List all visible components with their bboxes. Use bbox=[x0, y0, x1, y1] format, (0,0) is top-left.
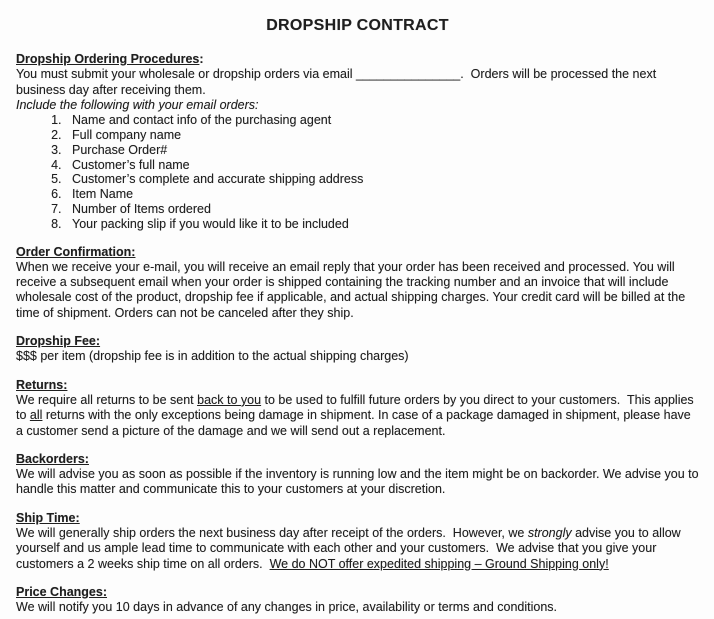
list-item-3: 3. Purchase Order# bbox=[65, 143, 699, 158]
text-segment: Dropship Ordering Procedures bbox=[16, 52, 200, 66]
text-segment: back to you bbox=[197, 392, 262, 407]
text-segment: We will generally ship orders the next business day after receipt of the orders. However, we bbox=[16, 526, 528, 541]
section-ship-time bbox=[16, 511, 699, 572]
paragraph-include-note bbox=[16, 98, 699, 113]
email-blank: _______________ bbox=[355, 67, 461, 82]
text-segment: returns with the only exceptions being damage in shipment. In case of a package damaged in shipment, please have a customer send a picture of the damage and we will send out a replacement. bbox=[16, 408, 695, 438]
paragraph-backorders bbox=[16, 467, 703, 498]
text-segment: Order Confirmation: bbox=[16, 244, 136, 259]
text-segment: You must submit your wholesale or dropship orders via email bbox=[16, 67, 356, 82]
text-segment: Backorders: bbox=[16, 451, 89, 466]
text-segment: to be used to fulfill future orders by you direct to your customers. This applies to bbox=[16, 392, 698, 423]
section-dropship-ordering-procedures bbox=[16, 52, 699, 232]
email-order-requirements-list bbox=[16, 113, 699, 231]
section-price-changes bbox=[16, 585, 699, 616]
section-returns bbox=[16, 378, 699, 439]
list-item-7: 7. Number of Items ordered bbox=[65, 202, 699, 217]
section-dropship-fee bbox=[16, 334, 699, 365]
list-item-5: 5. Customer’s complete and accurate shipping address bbox=[65, 172, 699, 187]
page-title: DROPSHIP CONTRACT bbox=[266, 17, 449, 34]
section-heading-dropship-ordering-procedures bbox=[16, 52, 699, 67]
text-segment: all bbox=[29, 408, 43, 423]
text-segment: We will notify you 10 days in advance of any changes in price, availability or terms and conditions. bbox=[16, 600, 558, 615]
section-heading-order-confirmation bbox=[16, 245, 699, 260]
text-segment: We will advise you as soon as possible if the inventory is running low and the item might be on backorder. We advise you to handle this matter and communicate this to your customers at your discretion. bbox=[16, 467, 703, 497]
paragraph-order-confirmation bbox=[16, 260, 699, 321]
text-segment: advise you to allow yourself and us ample lead time to communicate with each other and your customers. We advise that you give your customers a 2 weeks ship time on all orders. bbox=[16, 526, 685, 571]
text-segment: When we receive your e-mail, you will receive an email reply that your order has been received and processed. You will receive a subsequent email when your order is shipped containing the tracking number and an invoice that will include wholesale cost of the product, dropship fee if applicable, and actual shipping charges. Your credit card will be billed at the time of shipment. Orders can not be canceled after they ship. bbox=[16, 259, 689, 320]
section-order-confirmation bbox=[16, 245, 699, 321]
text-segment: We do NOT offer expedited shipping – Ground Shipping only! bbox=[269, 556, 609, 571]
text-segment: Ship Time: bbox=[16, 510, 80, 525]
section-heading-price-changes bbox=[16, 585, 699, 600]
section-heading-dropship-fee bbox=[16, 334, 699, 349]
paragraph-price-changes bbox=[16, 600, 699, 615]
text-segment: Returns: bbox=[16, 377, 68, 392]
text-segment: : bbox=[199, 52, 204, 66]
section-heading-ship-time bbox=[16, 511, 699, 526]
paragraph-ordering-intro bbox=[16, 67, 699, 98]
list-item-1: 1. Name and contact info of the purchasing agent bbox=[65, 113, 699, 128]
text-segment: We require all returns to be sent bbox=[16, 392, 198, 407]
text-segment: . Orders will be processed the next business day after receiving them. bbox=[16, 67, 660, 97]
text-segment: $$$ per item (dropship fee is in addition to the actual shipping charges) bbox=[16, 349, 409, 364]
text-segment: strongly bbox=[527, 526, 572, 541]
paragraph-dropship-fee bbox=[16, 349, 699, 364]
section-backorders bbox=[16, 451, 703, 498]
list-item-8: 8. Your packing slip if you would like it to be included bbox=[65, 217, 699, 232]
section-heading-returns bbox=[16, 378, 699, 393]
list-item-6: 6. Item Name bbox=[65, 187, 699, 202]
section-heading-backorders bbox=[16, 452, 699, 467]
paragraph-returns bbox=[16, 393, 699, 439]
text-segment: Include the following with your email orders: bbox=[16, 97, 259, 112]
list-item-2: 2. Full company name bbox=[65, 128, 699, 143]
text-segment: Price Changes: bbox=[16, 584, 108, 599]
paragraph-ship-time bbox=[16, 526, 699, 572]
list-item-4: 4. Customer’s full name bbox=[65, 158, 699, 173]
text-segment: Dropship Fee: bbox=[16, 334, 101, 349]
